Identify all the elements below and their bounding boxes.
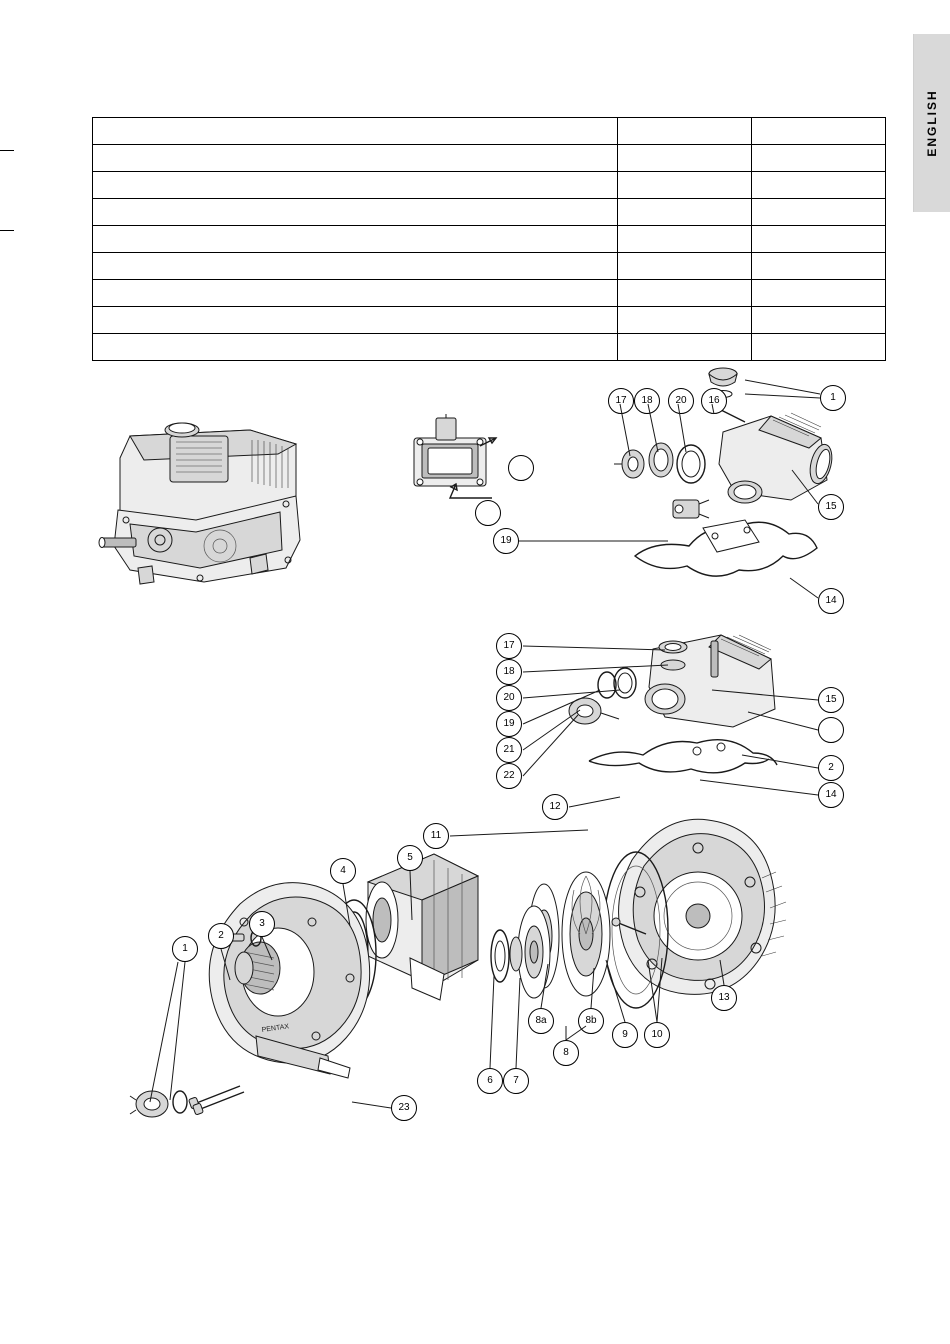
callout-8: 8 (553, 1040, 579, 1066)
callout-20-mid: 20 (496, 685, 522, 711)
callout-20-top: 20 (668, 388, 694, 414)
language-tab-label: ENGLISH (925, 89, 939, 157)
cell-value-b (752, 199, 886, 226)
table-row (93, 145, 886, 172)
cell-description (93, 334, 618, 361)
cell-value-a (618, 199, 752, 226)
language-tab (913, 34, 950, 212)
callout-17-top: 17 (608, 388, 634, 414)
callout-7: 7 (503, 1068, 529, 1094)
table-row (93, 334, 886, 361)
cell-description (93, 226, 618, 253)
edge-rule (0, 230, 14, 231)
callout-3: 3 (249, 911, 275, 937)
cell-value-a (618, 280, 752, 307)
callout-1-lower: 1 (172, 936, 198, 962)
callout-19-mid: 19 (496, 711, 522, 737)
cell-description (93, 280, 618, 307)
cell-value-a (618, 145, 752, 172)
callout-4: 4 (330, 858, 356, 884)
table-row (93, 253, 886, 280)
callout-11: 11 (423, 823, 449, 849)
cell-description (93, 172, 618, 199)
cell-value-b (752, 172, 886, 199)
cell-value-b (752, 226, 886, 253)
cell-value-b (752, 253, 886, 280)
callout-2-lower: 2 (208, 923, 234, 949)
table-row (93, 226, 886, 253)
cell-description (93, 145, 618, 172)
callout-14-top: 14 (818, 588, 844, 614)
table-row (93, 280, 886, 307)
cell-value-a (618, 172, 752, 199)
callout-23: 23 (391, 1095, 417, 1121)
callout-10: 10 (644, 1022, 670, 1048)
table-row (93, 199, 886, 226)
brand-text: PENTAX (261, 1023, 290, 1034)
cell-value-a (618, 253, 752, 280)
callout-21-mid: 21 (496, 737, 522, 763)
cell-value-a (618, 118, 752, 145)
callout-8a: 8a (528, 1008, 554, 1034)
cell-value-b (752, 118, 886, 145)
callout-6: 6 (477, 1068, 503, 1094)
callout-16-top: 16 (701, 388, 727, 414)
cell-value-b (752, 280, 886, 307)
cell-description (93, 253, 618, 280)
callout-22-mid: 22 (496, 763, 522, 789)
table-row (93, 307, 886, 334)
callout-1-top: 1 (820, 385, 846, 411)
callout-15-mid: 15 (818, 687, 844, 713)
callout-15-top: 15 (818, 494, 844, 520)
callout-5: 5 (397, 845, 423, 871)
leader-lines-lower (0, 360, 950, 1190)
cell-value-a (618, 226, 752, 253)
callout-14-mid: 14 (818, 782, 844, 808)
edge-rule (0, 150, 14, 151)
callout-18-top: 18 (634, 388, 660, 414)
cell-value-a (618, 307, 752, 334)
specification-table (92, 117, 886, 361)
cell-description (93, 307, 618, 334)
table-row (93, 118, 886, 145)
callout-8b: 8b (578, 1008, 604, 1034)
cell-value-a (618, 334, 752, 361)
exploded-parts-diagram (0, 360, 950, 1190)
cell-value-b (752, 307, 886, 334)
callout-19-top: 19 (493, 528, 519, 554)
cell-value-b (752, 145, 886, 172)
callout-2-mid: 2 (818, 755, 844, 781)
cell-description (93, 199, 618, 226)
table-row (93, 172, 886, 199)
callout-17-mid: 17 (496, 633, 522, 659)
cell-value-b (752, 334, 886, 361)
callout-13: 13 (711, 985, 737, 1011)
callout-12: 12 (542, 794, 568, 820)
callout-9: 9 (612, 1022, 638, 1048)
cell-description (93, 118, 618, 145)
callout-18-mid: 18 (496, 659, 522, 685)
